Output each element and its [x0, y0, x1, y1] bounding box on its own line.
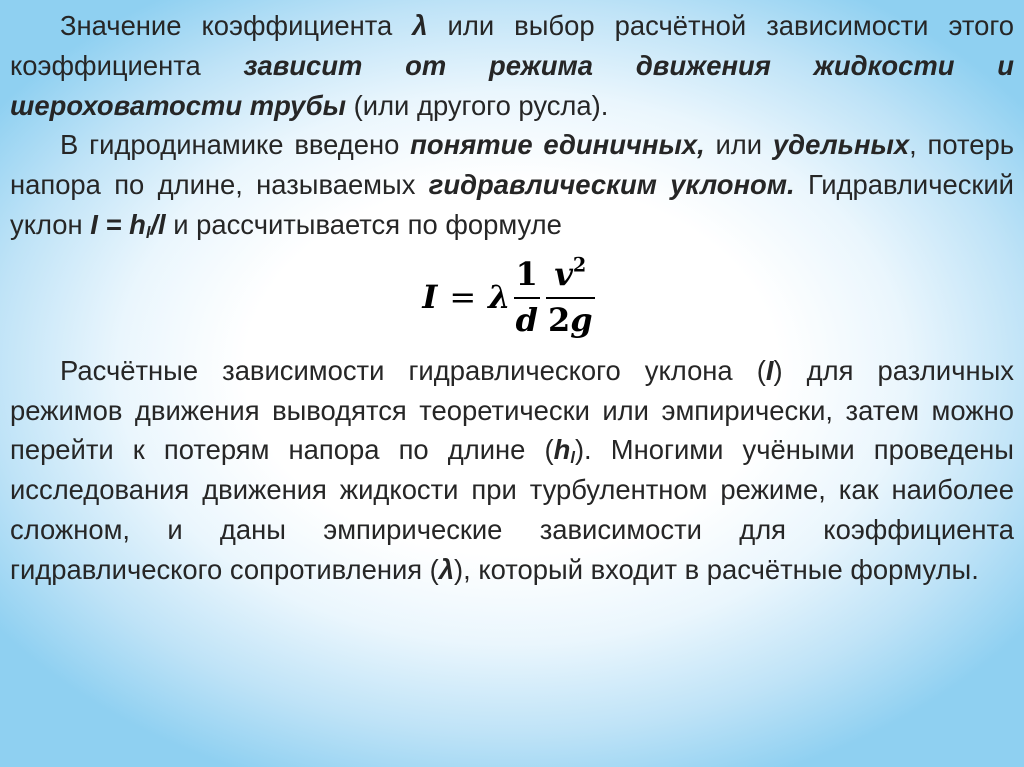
paragraph-coefficient: [10, 6, 1014, 125]
text-run: В гидродинамике введено: [60, 129, 411, 161]
text-run: или: [704, 129, 773, 161]
text-run: ) для различных режимов движения выводятся теоретически или эмпирически, затем можно перейти к потерям напора по длине (: [10, 354, 1014, 466]
text-run: Гидравлический уклон: [10, 169, 1014, 240]
emphasis-text: гидравлическим уклоном.: [428, 169, 795, 201]
formula-lambda: λ: [488, 277, 511, 316]
formula-equals: =: [449, 277, 477, 316]
text-run: ). Многими учёными проведены исследования движения жидкости при турбулентном режиме, как наиболее сложном, и даны эмпирические зависимости для коэффициента гидравлического сопротивления (: [10, 434, 1014, 585]
text-run: , потерь напора по длине, называемых: [10, 129, 1014, 201]
hydraulic-slope-formula: [6, 245, 1014, 351]
text-run: или выбор расчётной зависимости этого коэффициента: [10, 10, 1014, 81]
text-run: (или другого русла).: [346, 89, 609, 121]
text-run: ), который входит в расчётные формулы.: [454, 553, 979, 585]
text-run: и рассчитывается по формуле: [165, 208, 562, 240]
text-run: Значение коэффициента: [60, 10, 413, 41]
emphasis-text: зависит от режима движения жидкости и шероховатости трубы: [10, 49, 1014, 121]
emphasis-text: удельных: [772, 129, 910, 161]
slide-text: [10, 6, 1014, 590]
emphasis-text: понятие единичных,: [410, 129, 705, 161]
paragraph-empirical: [10, 351, 1014, 590]
text-run: Расчётные зависимости гидравлического уклона (: [60, 354, 766, 386]
head-loss-symbol: $h_l$: [553, 434, 575, 468]
paragraph-hydraulic-slope: [10, 125, 1014, 244]
lambda-symbol: λ: [412, 10, 428, 41]
inline-formula: $I = h_l/l$: [90, 208, 166, 243]
fraction-v2-over-2g: $\frac{v^2}{2g}$: [547, 253, 593, 339]
slope-symbol: I: [765, 354, 774, 386]
lambda-symbol: λ: [438, 553, 455, 585]
fraction-one-over-d: $\frac{1}{d}$: [515, 254, 538, 339]
formula-lhs: I: [422, 277, 438, 316]
